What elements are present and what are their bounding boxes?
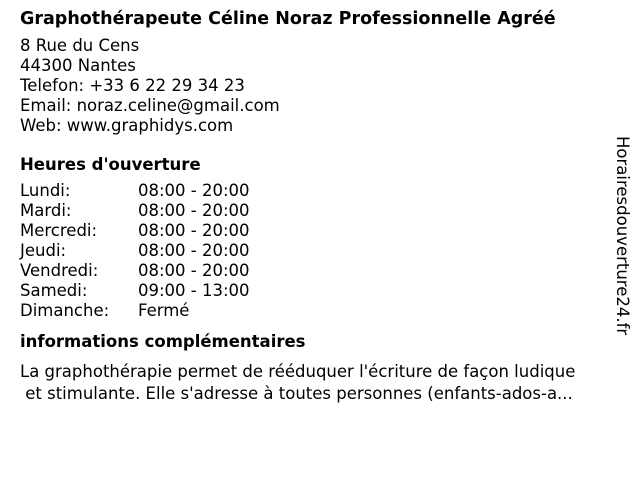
hours-row-tuesday [20,201,610,221]
day-hours: 08:00 - 20:00 [138,241,250,260]
site-watermark: Horairesdouverture24.fr [613,136,632,336]
opening-hours-table [20,181,610,321]
day-label: Jeudi: [20,241,67,260]
street-address: 8 Rue du Cens [20,36,140,55]
day-hours: 09:00 - 13:00 [138,281,250,300]
day-label: Dimanche: [20,301,110,320]
day-hours: Fermé [138,301,190,320]
email-line: Email: noraz.celine@gmail.com [20,96,280,115]
additional-info-title: informations complémentaires [20,332,306,351]
postal-city: 44300 Nantes [20,56,136,75]
hours-row-friday [20,261,610,281]
day-hours: 08:00 - 20:00 [138,201,250,220]
day-label: Mardi: [20,201,72,220]
day-label: Samedi: [20,281,88,300]
day-hours: 08:00 - 20:00 [138,261,250,280]
additional-info-text: La graphothérapie permet de rééduquer l'écriture de façon ludique et stimulante. Elle s'adresse à toutes personnes (enfants-ados-a... [20,362,576,403]
hours-row-wednesday [20,221,610,241]
phone-line: Telefon: +33 6 22 29 34 23 [20,76,245,95]
day-hours: 08:00 - 20:00 [138,181,250,200]
day-label: Lundi: [20,181,71,200]
day-label: Vendredi: [20,261,99,280]
business-card [20,10,610,405]
hours-row-saturday [20,281,610,301]
contact-block [20,36,610,136]
website-line: Web: www.graphidys.com [20,116,234,135]
opening-hours-title: Heures d'ouverture [20,155,201,174]
day-label: Mercredi: [20,221,98,240]
hours-row-monday [20,181,610,201]
hours-row-sunday [20,301,610,321]
day-hours: 08:00 - 20:00 [138,221,250,240]
business-name: Graphothérapeute Céline Noraz Professionnelle Agréé [20,9,556,29]
hours-row-thursday [20,241,610,261]
